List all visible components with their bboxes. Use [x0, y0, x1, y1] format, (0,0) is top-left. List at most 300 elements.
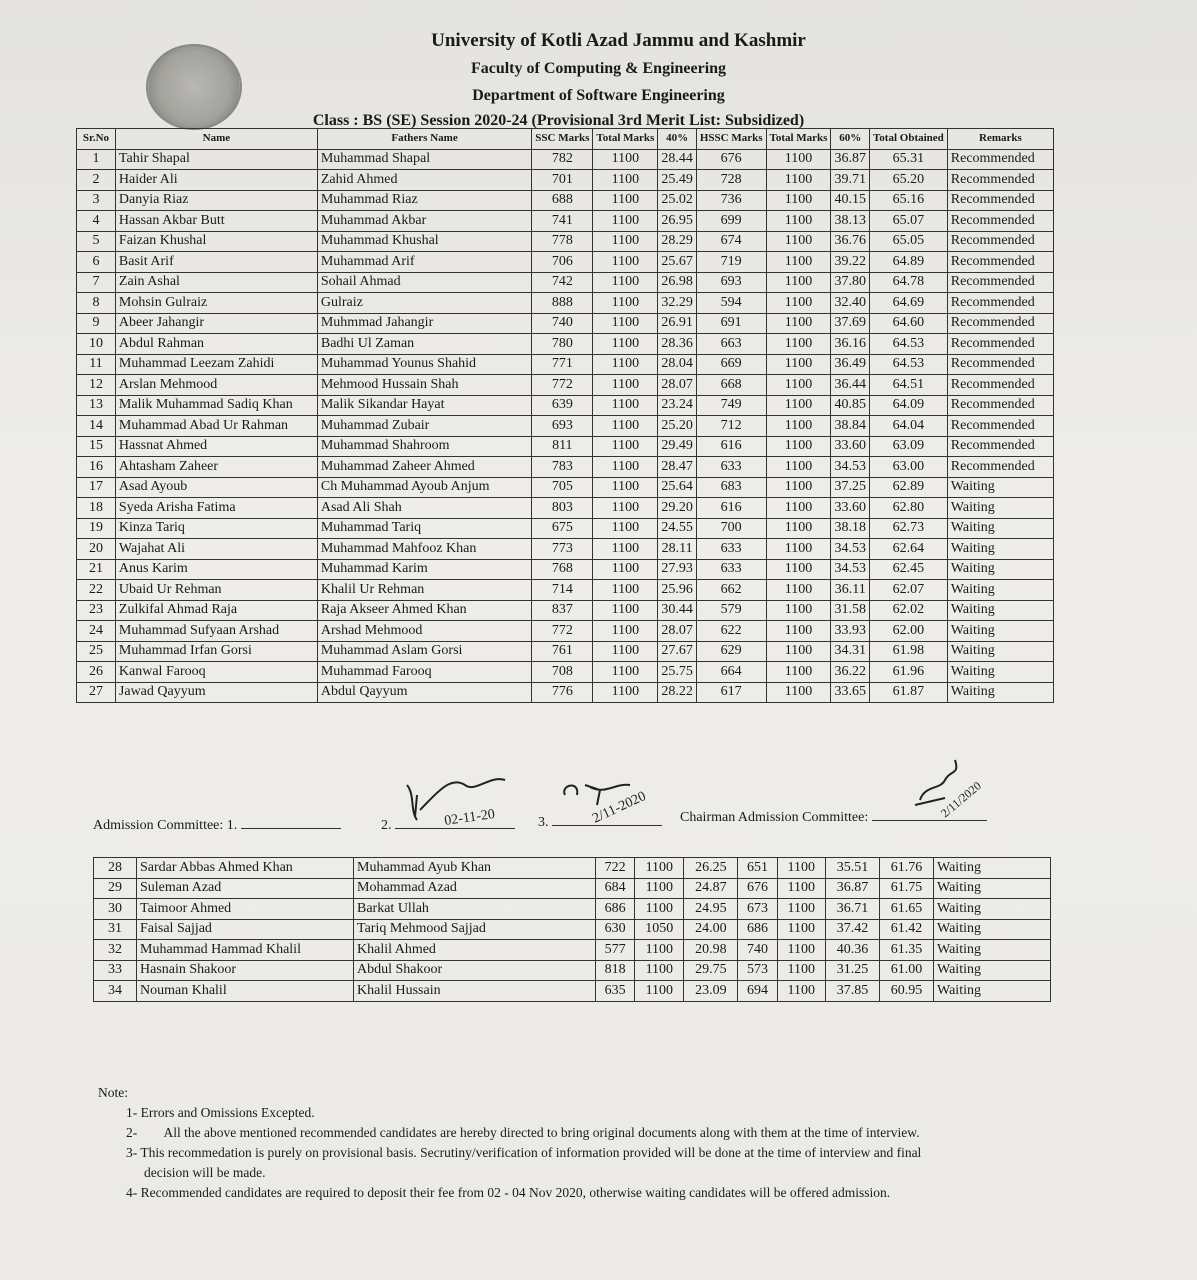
cell-remarks: Recommended [947, 334, 1053, 355]
cell-60: 34.53 [831, 457, 870, 478]
cell-father: Zahid Ahmed [317, 170, 531, 191]
cell-total1: 1100 [593, 641, 658, 662]
cell-total2: 1100 [766, 211, 831, 232]
cell-name: Abeer Jahangir [115, 313, 317, 334]
cell-ssc: 803 [532, 498, 593, 519]
cell-40: 30.44 [658, 600, 697, 621]
cell-father: Abdul Shakoor [354, 960, 596, 981]
cell-hssc: 629 [696, 641, 766, 662]
cell-hssc: 616 [696, 436, 766, 457]
cell-remarks: Recommended [947, 170, 1053, 191]
cell-sr: 23 [77, 600, 116, 621]
cell-hssc: 622 [696, 621, 766, 642]
cell-obtained: 62.07 [869, 580, 947, 601]
cell-father: Mehmood Hussain Shah [317, 375, 531, 396]
cell-remarks: Waiting [947, 641, 1053, 662]
cell-total2: 1100 [766, 539, 831, 560]
note-item-2: 2- All the above mentioned recommended candidates are hereby directed to bring original documents along with them at the time of interview. [126, 1125, 920, 1140]
cell-total2: 1100 [766, 662, 831, 683]
cell-hssc: 664 [696, 662, 766, 683]
cell-obtained: 62.45 [869, 559, 947, 580]
cell-hssc: 740 [738, 940, 777, 961]
cell-ssc: 688 [532, 190, 593, 211]
cell-father: Arshad Mehmood [317, 621, 531, 642]
cell-total2: 1100 [777, 940, 825, 961]
cell-40: 27.67 [658, 641, 697, 662]
cell-hssc: 749 [696, 395, 766, 416]
cell-sr: 17 [77, 477, 116, 498]
cell-name: Hassan Akbar Butt [115, 211, 317, 232]
signature-line-1 [241, 828, 341, 829]
table-row [77, 313, 1054, 334]
cell-total1: 1100 [593, 559, 658, 580]
cell-total2: 1100 [766, 477, 831, 498]
cell-sr: 29 [94, 878, 137, 899]
cell-remarks: Recommended [947, 190, 1053, 211]
cell-sr: 4 [77, 211, 116, 232]
cell-total2: 1100 [766, 641, 831, 662]
faculty-title: Faculty of Computing & Engineering [470, 60, 727, 77]
cell-total1: 1100 [593, 662, 658, 683]
cell-sr: 22 [77, 580, 116, 601]
table-row [77, 539, 1054, 560]
cell-40: 28.36 [658, 334, 697, 355]
cell-remarks: Waiting [934, 981, 1051, 1002]
cell-father: Abdul Qayyum [317, 682, 531, 703]
cell-obtained: 64.09 [869, 395, 947, 416]
cell-father: Raja Akseer Ahmed Khan [317, 600, 531, 621]
cell-obtained: 63.09 [869, 436, 947, 457]
table-row [77, 580, 1054, 601]
cell-ssc: 818 [596, 960, 635, 981]
table-row [94, 960, 1051, 981]
cell-remarks: Recommended [947, 211, 1053, 232]
cell-remarks: Waiting [934, 940, 1051, 961]
cell-sr: 31 [94, 919, 137, 940]
cell-40: 20.98 [684, 940, 738, 961]
cell-name: Kanwal Farooq [115, 662, 317, 683]
table-row [77, 354, 1054, 375]
table-row [77, 477, 1054, 498]
table-row [77, 334, 1054, 355]
committee-number-3: 3. [538, 815, 549, 830]
cell-obtained: 61.65 [879, 899, 933, 920]
cell-obtained: 61.96 [869, 662, 947, 683]
col-ssc: SSC Marks [532, 129, 593, 150]
table-row [94, 919, 1051, 940]
cell-father: Muhammad Younus Shahid [317, 354, 531, 375]
table-row [77, 682, 1054, 703]
cell-sr: 2 [77, 170, 116, 191]
cell-hssc: 673 [738, 899, 777, 920]
cell-60: 36.11 [831, 580, 870, 601]
cell-ssc: 693 [532, 416, 593, 437]
cell-ssc: 742 [532, 272, 593, 293]
cell-40: 28.44 [658, 149, 697, 170]
cell-name: Abdul Rahman [115, 334, 317, 355]
cell-60: 37.25 [831, 477, 870, 498]
cell-total1: 1050 [635, 919, 684, 940]
cell-total1: 1100 [593, 190, 658, 211]
cell-sr: 10 [77, 334, 116, 355]
cell-name: Syeda Arisha Fatima [115, 498, 317, 519]
cell-40: 23.09 [684, 981, 738, 1002]
cell-hssc: 616 [696, 498, 766, 519]
col-60: 60% [831, 129, 870, 150]
cell-ssc: 776 [532, 682, 593, 703]
cell-60: 34.31 [831, 641, 870, 662]
cell-name: Faizan Khushal [115, 231, 317, 252]
cell-ssc: 639 [532, 395, 593, 416]
cell-father: Khalil Hussain [354, 981, 596, 1002]
cell-hssc: 633 [696, 539, 766, 560]
table-row [77, 416, 1054, 437]
cell-name: Faisal Sajjad [137, 919, 354, 940]
cell-total1: 1100 [593, 621, 658, 642]
cell-total2: 1100 [766, 580, 831, 601]
cell-name: Taimoor Ahmed [137, 899, 354, 920]
cell-father: Muhmmad Jahangir [317, 313, 531, 334]
cell-60: 40.15 [831, 190, 870, 211]
cell-total1: 1100 [593, 354, 658, 375]
table-row [77, 395, 1054, 416]
cell-40: 23.24 [658, 395, 697, 416]
cell-40: 28.04 [658, 354, 697, 375]
cell-obtained: 65.16 [869, 190, 947, 211]
cell-obtained: 63.00 [869, 457, 947, 478]
cell-total2: 1100 [766, 682, 831, 703]
cell-total1: 1100 [593, 477, 658, 498]
cell-obtained: 65.05 [869, 231, 947, 252]
cell-obtained: 65.20 [869, 170, 947, 191]
cell-60: 35.51 [825, 858, 879, 879]
cell-remarks: Waiting [934, 960, 1051, 981]
cell-obtained: 61.98 [869, 641, 947, 662]
cell-name: Wajahat Ali [115, 539, 317, 560]
cell-ssc: 811 [532, 436, 593, 457]
cell-total1: 1100 [593, 395, 658, 416]
cell-total2: 1100 [766, 313, 831, 334]
table-row [77, 231, 1054, 252]
cell-father: Muhammad Shapal [317, 149, 531, 170]
cell-remarks: Waiting [947, 662, 1053, 683]
cell-sr: 32 [94, 940, 137, 961]
cell-sr: 13 [77, 395, 116, 416]
cell-40: 29.20 [658, 498, 697, 519]
cell-total2: 1100 [766, 272, 831, 293]
cell-father: Muhammad Tariq [317, 518, 531, 539]
cell-ssc: 888 [532, 293, 593, 314]
table-row [77, 170, 1054, 191]
cell-hssc: 699 [696, 211, 766, 232]
cell-total2: 1100 [777, 858, 825, 879]
cell-ssc: 701 [532, 170, 593, 191]
cell-obtained: 64.89 [869, 252, 947, 273]
cell-60: 36.22 [831, 662, 870, 683]
cell-sr: 25 [77, 641, 116, 662]
cell-total1: 1100 [593, 272, 658, 293]
cell-obtained: 61.76 [879, 858, 933, 879]
cell-hssc: 691 [696, 313, 766, 334]
cell-hssc: 663 [696, 334, 766, 355]
cell-total2: 1100 [766, 621, 831, 642]
cell-60: 40.85 [831, 395, 870, 416]
table-row [77, 498, 1054, 519]
cell-sr: 1 [77, 149, 116, 170]
cell-obtained: 65.31 [869, 149, 947, 170]
cell-total2: 1100 [766, 559, 831, 580]
cell-remarks: Waiting [947, 580, 1053, 601]
merit-table-body-2 [94, 858, 1051, 1002]
cell-remarks: Waiting [947, 518, 1053, 539]
cell-sr: 5 [77, 231, 116, 252]
cell-40: 28.07 [658, 621, 697, 642]
cell-obtained: 65.07 [869, 211, 947, 232]
cell-total1: 1100 [593, 539, 658, 560]
class-line: Class : BS (SE) Session 2020-24 (Provisional 3rd Merit List: Subsidized) [312, 112, 805, 129]
cell-60: 36.87 [831, 149, 870, 170]
cell-remarks: Recommended [947, 313, 1053, 334]
cell-40: 25.20 [658, 416, 697, 437]
committee-number-2: 2. [381, 818, 392, 833]
cell-obtained: 64.78 [869, 272, 947, 293]
col-obtained: Total Obtained [869, 129, 947, 150]
cell-ssc: 684 [596, 878, 635, 899]
cell-father: Badhi Ul Zaman [317, 334, 531, 355]
cell-name: Zulkifal Ahmad Raja [115, 600, 317, 621]
cell-hssc: 694 [738, 981, 777, 1002]
cell-sr: 28 [94, 858, 137, 879]
cell-hssc: 686 [738, 919, 777, 940]
cell-total2: 1100 [766, 416, 831, 437]
cell-obtained: 62.02 [869, 600, 947, 621]
cell-total1: 1100 [593, 580, 658, 601]
cell-total2: 1100 [766, 395, 831, 416]
signature-chairman-date: 2/11/2020 [937, 778, 984, 821]
cell-40: 29.49 [658, 436, 697, 457]
cell-name: Muhammad Leezam Zahidi [115, 354, 317, 375]
cell-obtained: 60.95 [879, 981, 933, 1002]
cell-remarks: Recommended [947, 457, 1053, 478]
cell-total1: 1100 [635, 940, 684, 961]
col-hssc: HSSC Marks [696, 129, 766, 150]
cell-total1: 1100 [593, 252, 658, 273]
cell-name: Suleman Azad [137, 878, 354, 899]
cell-ssc: 771 [532, 354, 593, 375]
cell-name: Asad Ayoub [115, 477, 317, 498]
cell-sr: 18 [77, 498, 116, 519]
cell-total1: 1100 [635, 981, 684, 1002]
cell-sr: 27 [77, 682, 116, 703]
table-row [94, 981, 1051, 1002]
cell-father: Muhammad Mahfooz Khan [317, 539, 531, 560]
table-row [94, 878, 1051, 899]
cell-40: 28.29 [658, 231, 697, 252]
cell-total2: 1100 [766, 518, 831, 539]
cell-name: Zain Ashal [115, 272, 317, 293]
cell-sr: 26 [77, 662, 116, 683]
cell-60: 33.65 [831, 682, 870, 703]
cell-hssc: 651 [738, 858, 777, 879]
cell-total2: 1100 [766, 457, 831, 478]
cell-name: Muhammad Sufyaan Arshad [115, 621, 317, 642]
table-header-row [77, 129, 1054, 150]
cell-sr: 16 [77, 457, 116, 478]
table-row [77, 252, 1054, 273]
cell-total2: 1100 [766, 498, 831, 519]
cell-40: 28.22 [658, 682, 697, 703]
cell-hssc: 668 [696, 375, 766, 396]
department-title: Department of Software Engineering [472, 87, 725, 104]
cell-60: 40.36 [825, 940, 879, 961]
cell-total2: 1100 [766, 293, 831, 314]
cell-remarks: Waiting [947, 682, 1053, 703]
cell-60: 36.76 [831, 231, 870, 252]
cell-60: 37.85 [825, 981, 879, 1002]
cell-father: Muhammad Zubair [317, 416, 531, 437]
cell-name: Ubaid Ur Rehman [115, 580, 317, 601]
signature-2-date: 02-11-20 [443, 807, 496, 829]
cell-father: Gulraiz [317, 293, 531, 314]
cell-60: 38.13 [831, 211, 870, 232]
cell-60: 37.80 [831, 272, 870, 293]
cell-name: Sardar Abbas Ahmed Khan [137, 858, 354, 879]
cell-hssc: 674 [696, 231, 766, 252]
cell-total2: 1100 [766, 170, 831, 191]
cell-40: 24.95 [684, 899, 738, 920]
cell-total1: 1100 [593, 498, 658, 519]
cell-obtained: 64.60 [869, 313, 947, 334]
cell-name: Muhammad Irfan Gorsi [115, 641, 317, 662]
col-father: Fathers Name [317, 129, 531, 150]
cell-father: Muhammad Shahroom [317, 436, 531, 457]
cell-40: 25.64 [658, 477, 697, 498]
cell-total2: 1100 [766, 149, 831, 170]
cell-ssc: 741 [532, 211, 593, 232]
cell-hssc: 676 [738, 878, 777, 899]
cell-60: 39.22 [831, 252, 870, 273]
cell-ssc: 772 [532, 621, 593, 642]
cell-father: Muhammad Zaheer Ahmed [317, 457, 531, 478]
cell-sr: 24 [77, 621, 116, 642]
cell-obtained: 61.35 [879, 940, 933, 961]
cell-total1: 1100 [593, 682, 658, 703]
table-row [77, 436, 1054, 457]
cell-40: 25.49 [658, 170, 697, 191]
table-row [77, 621, 1054, 642]
col-remarks: Remarks [947, 129, 1053, 150]
cell-hssc: 573 [738, 960, 777, 981]
cell-father: Asad Ali Shah [317, 498, 531, 519]
cell-hssc: 736 [696, 190, 766, 211]
cell-60: 33.60 [831, 436, 870, 457]
cell-hssc: 594 [696, 293, 766, 314]
cell-ssc: 675 [532, 518, 593, 539]
cell-remarks: Recommended [947, 149, 1053, 170]
cell-remarks: Recommended [947, 375, 1053, 396]
table-row [77, 518, 1054, 539]
note-item-3-cont: decision will be made. [144, 1165, 266, 1180]
note-item-1: 1- Errors and Omissions Excepted. [126, 1105, 315, 1120]
cell-hssc: 676 [696, 149, 766, 170]
cell-40: 29.75 [684, 960, 738, 981]
cell-remarks: Recommended [947, 293, 1053, 314]
cell-name: Anus Karim [115, 559, 317, 580]
cell-remarks: Waiting [947, 498, 1053, 519]
cell-ssc: 708 [532, 662, 593, 683]
cell-60: 39.71 [831, 170, 870, 191]
table-row [77, 211, 1054, 232]
col-name: Name [115, 129, 317, 150]
cell-total2: 1100 [777, 919, 825, 940]
cell-ssc: 780 [532, 334, 593, 355]
university-title: University of Kotli Azad Jammu and Kashmir [431, 30, 806, 51]
cell-sr: 9 [77, 313, 116, 334]
cell-obtained: 64.53 [869, 354, 947, 375]
cell-40: 25.75 [658, 662, 697, 683]
admission-committee-label [93, 818, 341, 834]
cell-40: 28.11 [658, 539, 697, 560]
cell-40: 25.67 [658, 252, 697, 273]
cell-60: 34.53 [831, 539, 870, 560]
cell-name: Hasnain Shakoor [137, 960, 354, 981]
cell-60: 36.49 [831, 354, 870, 375]
cell-total2: 1100 [766, 231, 831, 252]
cell-total1: 1100 [593, 170, 658, 191]
cell-name: Kinza Tariq [115, 518, 317, 539]
cell-sr: 3 [77, 190, 116, 211]
cell-total1: 1100 [593, 313, 658, 334]
cell-total2: 1100 [777, 981, 825, 1002]
cell-name: Malik Muhammad Sadiq Khan [115, 395, 317, 416]
cell-obtained: 62.80 [869, 498, 947, 519]
cell-hssc: 700 [696, 518, 766, 539]
cell-hssc: 579 [696, 600, 766, 621]
cell-obtained: 64.04 [869, 416, 947, 437]
cell-total1: 1100 [635, 899, 684, 920]
cell-40: 26.91 [658, 313, 697, 334]
cell-total2: 1100 [766, 436, 831, 457]
cell-40: 25.02 [658, 190, 697, 211]
cell-name: Hassnat Ahmed [115, 436, 317, 457]
cell-name: Muhammad Hammad Khalil [137, 940, 354, 961]
cell-40: 26.98 [658, 272, 697, 293]
cell-40: 27.93 [658, 559, 697, 580]
signature-chairman-icon [905, 750, 1015, 830]
cell-remarks: Waiting [947, 600, 1053, 621]
cell-60: 34.53 [831, 559, 870, 580]
table-row [77, 559, 1054, 580]
cell-total1: 1100 [593, 375, 658, 396]
table-row [94, 940, 1051, 961]
cell-ssc: 706 [532, 252, 593, 273]
cell-total1: 1100 [593, 231, 658, 252]
cell-father: Muhammad Akbar [317, 211, 531, 232]
cell-name: Tahir Shapal [115, 149, 317, 170]
cell-total1: 1100 [635, 960, 684, 981]
cell-sr: 33 [94, 960, 137, 981]
table-row [94, 858, 1051, 879]
cell-father: Muhammad Riaz [317, 190, 531, 211]
cell-40: 24.00 [684, 919, 738, 940]
col-total1: Total Marks [593, 129, 658, 150]
cell-ssc: 722 [596, 858, 635, 879]
cell-hssc: 633 [696, 559, 766, 580]
cell-father: Muhammad Arif [317, 252, 531, 273]
cell-remarks: Waiting [947, 621, 1053, 642]
cell-remarks: Recommended [947, 416, 1053, 437]
col-sr: Sr.No [77, 129, 116, 150]
